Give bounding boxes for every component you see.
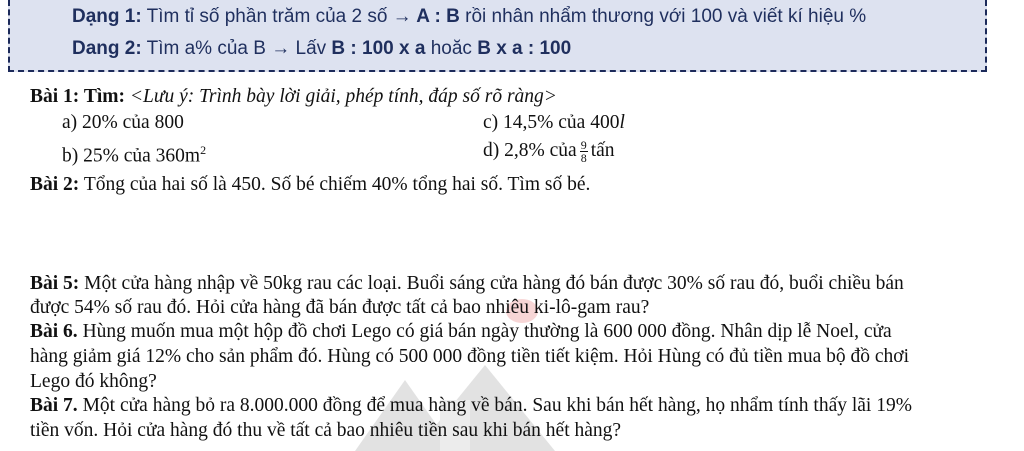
bai1-item-c-text: c) 14,5% của 400 — [483, 112, 620, 133]
bai1-label: Bài 1: — [30, 86, 80, 107]
method-2-formula-1: B : 100 x a — [331, 38, 426, 59]
bai1-heading — [30, 86, 557, 108]
bai6-line-2: hàng giảm giá 12% cho sản phẩm đó. Hùng có 500 000 đồng tiền tiết kiệm. Hỏi Hùng có đủ tiền mua bộ đồ chơi — [30, 346, 909, 367]
bai5-line-1 — [30, 273, 904, 295]
bai6-line-1 — [30, 321, 892, 343]
bai5-text-1: Một cửa hàng nhập về 50kg rau các loại. Buổi sáng cửa hàng đó bán được 30% số rau đó, buổi chiều bán — [79, 273, 904, 294]
bai6-label: Bài 6. — [30, 321, 78, 342]
bai1-item-d-unit: tấn — [590, 139, 615, 161]
fraction-numerator: 9 — [580, 138, 587, 152]
bai1-item-c-unit: l — [619, 112, 625, 133]
bai7-label: Bài 7. — [30, 395, 78, 416]
bai5-line-2: được 54% số rau đó. Hỏi cửa hàng đã bán được tất cả bao nhiêu ki-lô-gam rau? — [30, 297, 650, 318]
bai1-item-a: a) 20% của 800 — [62, 112, 184, 133]
arrow-icon: → — [392, 6, 412, 27]
bai7-text-1: Một cửa hàng bỏ ra 8.000.000 đồng để mua hàng về bán. Sau khi bán hết hàng, họ nhẩm tính thấy lãi 19% — [77, 395, 912, 416]
bai5-label: Bài 5: — [30, 273, 80, 294]
fraction — [580, 139, 588, 164]
bai7-line-2: tiền vốn. Hỏi cửa hàng đó thu về tất cả bao nhiêu tiền sau khi bán hết hàng? — [30, 420, 622, 441]
bai1-item-c — [483, 112, 625, 134]
method-line-2 — [72, 38, 571, 60]
method-2-text: Tìm a% của B — [141, 38, 272, 59]
method-2-take: Lấv — [290, 38, 332, 59]
bai1-item-d — [483, 139, 615, 164]
bai2 — [30, 174, 590, 196]
bai7-line-1 — [30, 395, 912, 417]
method-2-formula-2: B x a : 100 — [477, 38, 572, 59]
method-line-1 — [72, 6, 866, 28]
bai2-label: Bài 2: — [30, 174, 80, 195]
bai6-text-1: Hùng muốn mua một hộp đồ chơi Lego có giá bán ngày thường là 600 000 đồng. Nhân dịp lễ Noel, cửa — [77, 321, 892, 342]
bai1-item-d-text: d) 2,8% của — [483, 139, 577, 161]
bai1-item-b — [62, 143, 206, 168]
arrow-icon: → — [271, 38, 291, 59]
bai1-note: <Lưu ý: Trình bày lời giải, phép tính, đáp số rõ ràng> — [129, 86, 557, 107]
method-1-text-rest: rồi nhân nhẩm thương với 100 và viết kí hiệu % — [459, 6, 867, 27]
method-1-ratio: A : B — [411, 6, 460, 27]
bai1-item-b-sup: 2 — [200, 143, 207, 157]
method-1-label: Dạng 1: — [72, 6, 142, 27]
method-1-text: Tìm tỉ số phần trăm của 2 số — [141, 6, 393, 27]
fraction-denominator: 8 — [580, 151, 587, 165]
bai2-text: Tổng của hai số là 450. Số bé chiếm 40% tổng hai số. Tìm số bé. — [79, 174, 591, 195]
method-2-label: Dang 2: — [72, 38, 142, 59]
method-2-or: hoăc — [425, 38, 478, 59]
bai6-line-3: Lego đó không? — [30, 371, 157, 392]
bai1-item-b-text: b) 25% của 360m — [62, 145, 201, 167]
bai1-title: Tìm: — [79, 86, 130, 107]
